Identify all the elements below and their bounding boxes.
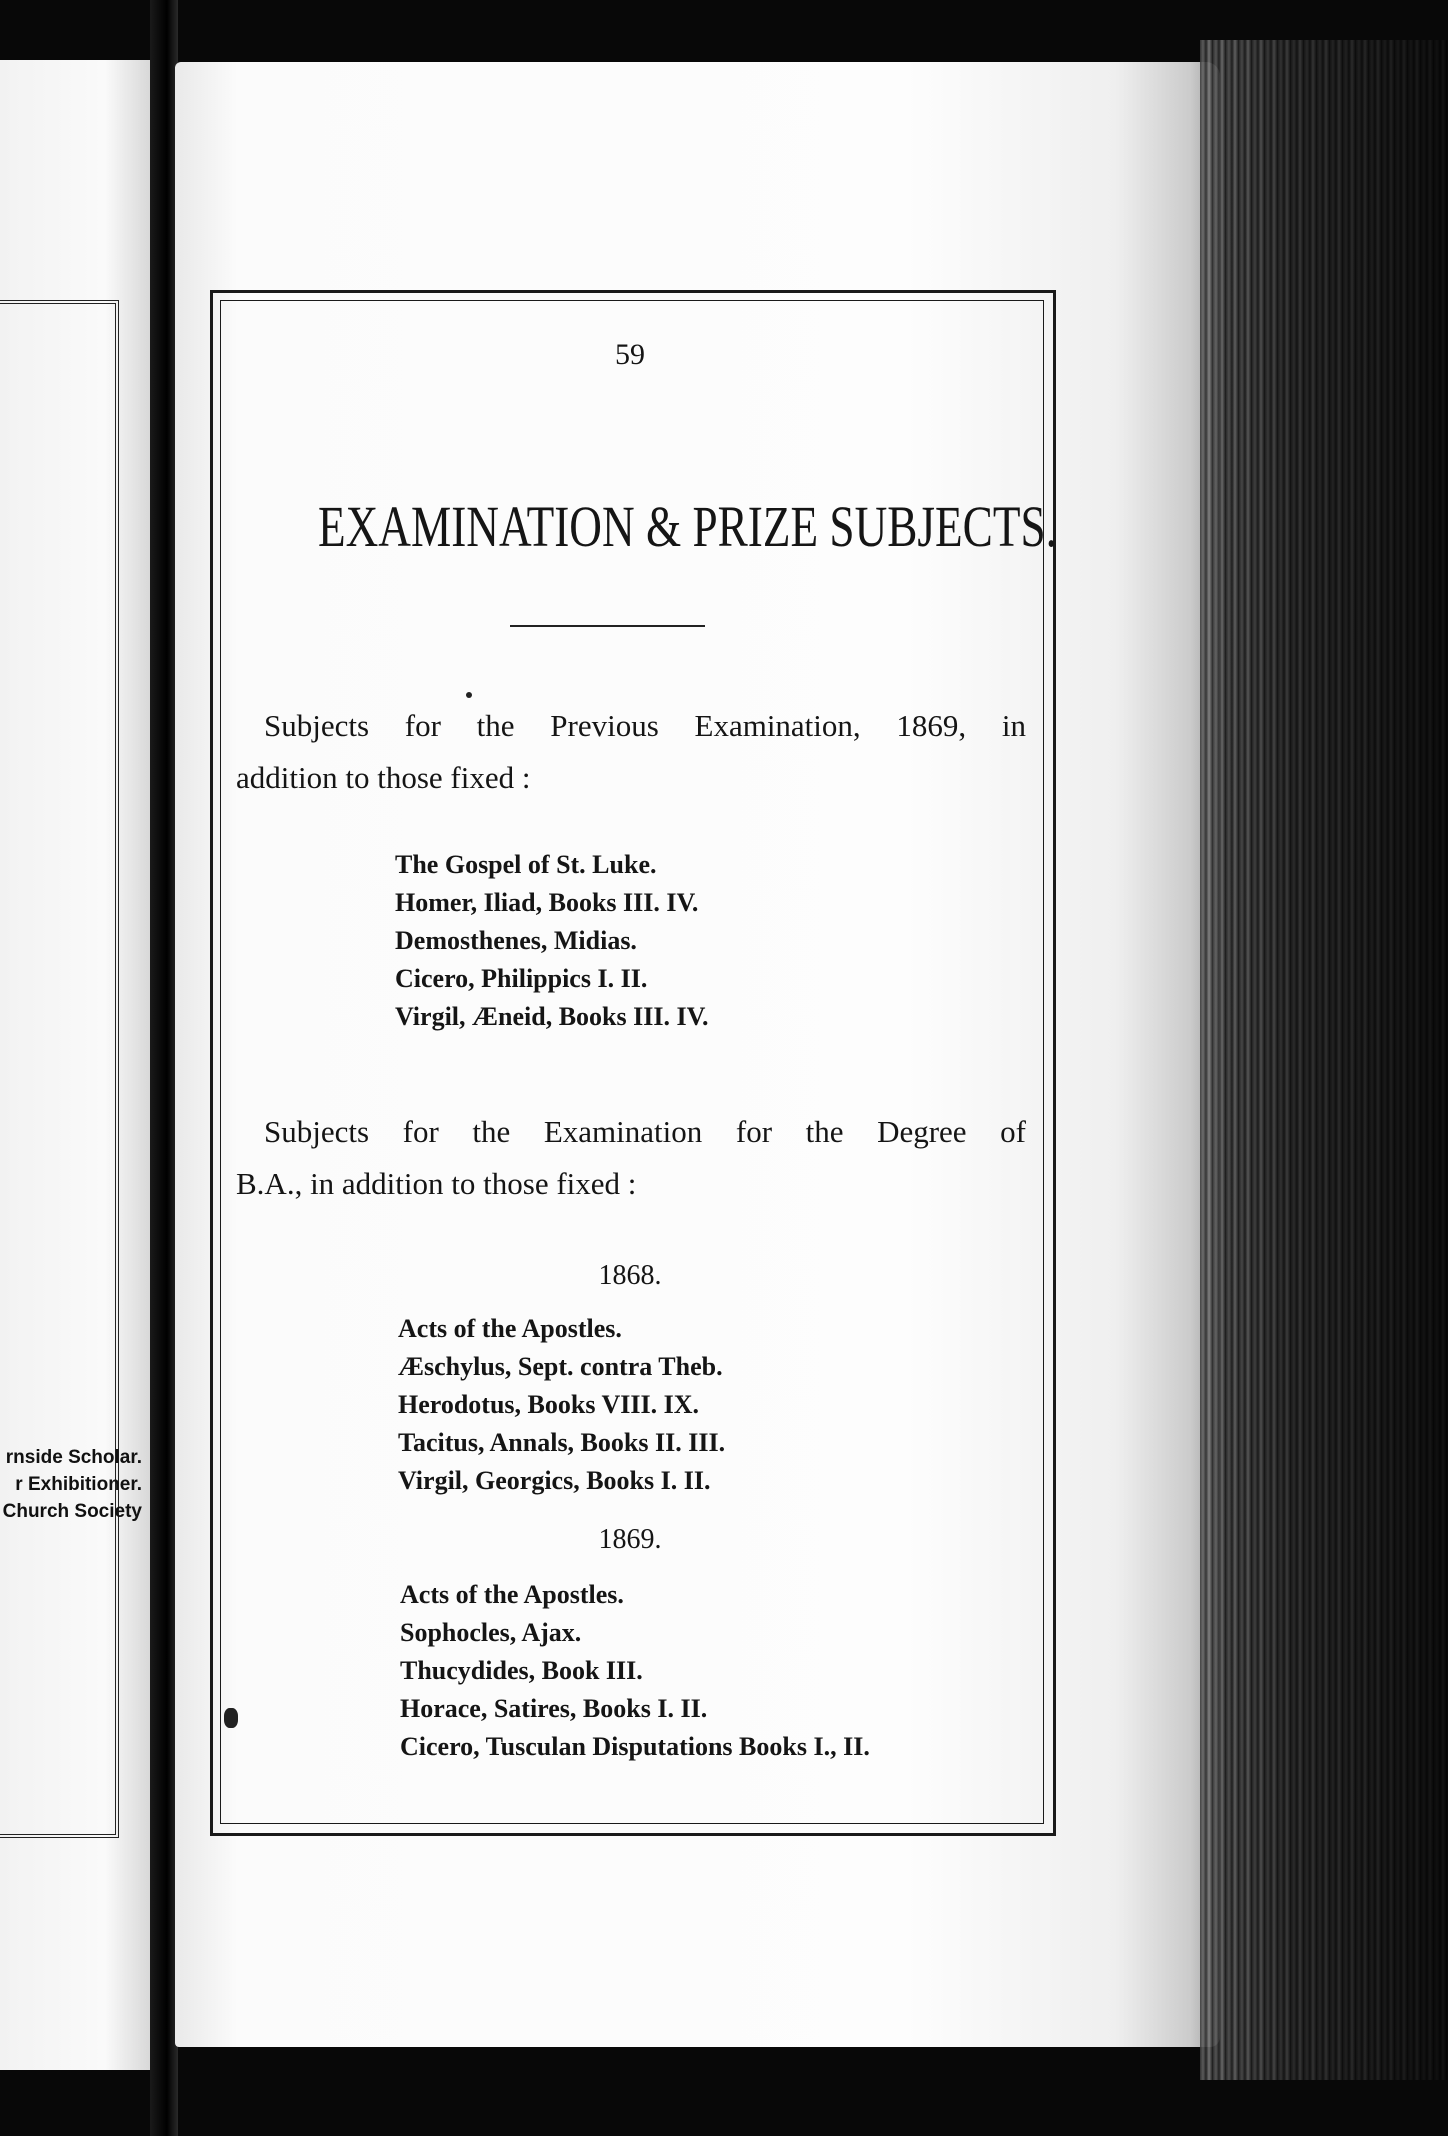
ink-speck [466,692,472,698]
page-title: EXAMINATION & PRIZE SUBJECTS. [318,494,1057,559]
intro-line: Subjects for the Examination for the Degree of [264,1114,1026,1149]
list-item: Tacitus, Annals, Books II. III. [398,1428,726,1457]
page-number: 59 [615,338,645,371]
year-heading: 1868. [598,1260,662,1291]
previous-examination-intro [236,700,1026,804]
intro-line: addition to those fixed : [236,760,531,795]
list-item: Æschylus, Sept. contra Theb. [398,1352,723,1381]
facing-page-label: Church Society [2,1501,142,1522]
year-heading: 1869. [598,1524,662,1555]
list-item: The Gospel of St. Luke. [395,850,657,879]
facing-page-frame [0,300,119,1838]
intro-line: B.A., in addition to those fixed : [236,1166,637,1201]
facing-page-labels [3,1444,142,1525]
list-item: Acts of the Apostles. [398,1314,622,1343]
degree-examination-intro [236,1106,1026,1210]
page-edge-shadow [1190,40,1448,2080]
facing-page-left [0,60,150,2070]
page-content [230,300,1057,1820]
facing-page-label: rnside Scholar. [5,1447,142,1468]
list-item: Cicero, Tusculan Disputations Books I., II. [400,1732,870,1761]
previous-examination-list [395,846,709,1036]
list-item: Homer, Iliad, Books III. IV. [395,888,699,917]
list-item: Thucydides, Book III. [400,1656,643,1685]
list-item: Horace, Satires, Books I. II. [400,1694,708,1723]
list-item: Virgil, Georgics, Books I. II. [398,1466,711,1495]
list-item: Acts of the Apostles. [400,1580,624,1609]
list-item: Cicero, Philippics I. II. [395,964,648,993]
list-item: Sophocles, Ajax. [400,1618,582,1647]
degree-subjects-list [398,1310,725,1500]
title-divider [510,625,705,627]
list-item: Demosthenes, Midias. [395,926,637,955]
facing-page-label: r Exhibitioner. [15,1474,142,1495]
list-item: Virgil, Æneid, Books III. IV. [395,1002,709,1031]
list-item: Herodotus, Books VIII. IX. [398,1390,700,1419]
intro-line: Subjects for the Previous Examination, 1869, in [264,708,1026,743]
degree-subjects-list [400,1576,870,1766]
ink-speck [224,1708,238,1728]
book-gutter [150,0,178,2136]
